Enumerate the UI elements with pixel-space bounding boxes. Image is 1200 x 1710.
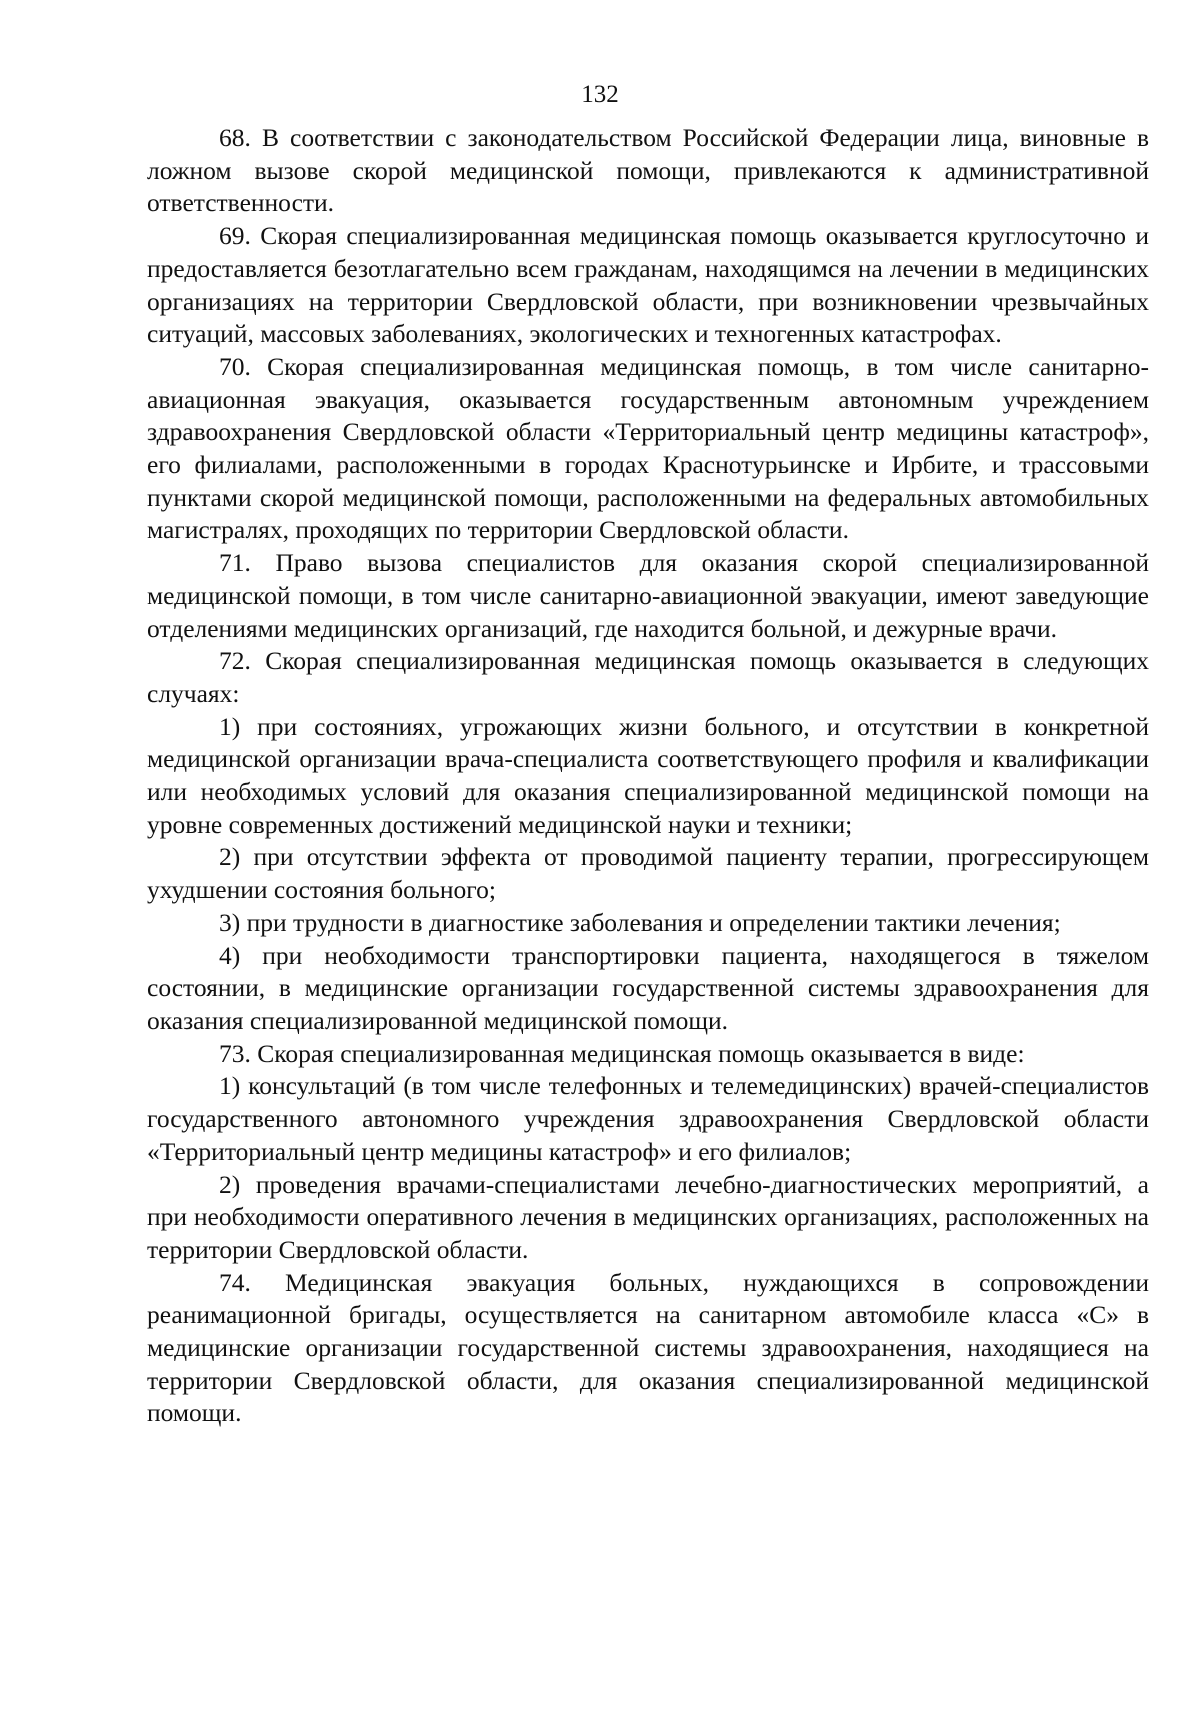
paragraph-73: 73. Скорая специализированная медицинская помощь оказывается в виде: (219, 1038, 1025, 1068)
paragraph-73-item-2: 2) проведения врачами-специалистами лечебно-диагностических мероприятий, а при необходимости оперативного лечения в медицинских организациях, расположенных на территории Свердловской области. (147, 1169, 1149, 1264)
page-number: 132 (581, 81, 619, 108)
paragraph-72: 72. Скорая специализированная медицинская помощь оказывается в следующих случаях: (147, 646, 1149, 708)
paragraph-69: 69. Скорая специализированная медицинская помощь оказывается круглосуточно и предоставляется безотлагательно всем гражданам, находящимся на лечении в медицинских организациях на территории Свердловской области, при возникновении чрезвычайных ситуаций, массовых заболеваниях, экологических и техногенных катастрофах. (147, 221, 1149, 349)
paragraph-72-item-4: 4) при необходимости транспортировки пациента, находящегося в тяжелом состоянии, в медицинские организации государственной системы здравоохранения для оказания специализированной медицинской помощи. (147, 940, 1149, 1035)
paragraph-72-item-2: 2) при отсутствии эффекта от проводимой пациенту терапии, прогрессирующем ухудшении состояния больного; (147, 842, 1149, 905)
document-body (147, 122, 1149, 1430)
paragraph-72-item-3: 3) при трудности в диагностике заболевания и определении тактики лечения; (219, 907, 1061, 937)
paragraph-72-item-1: 1) при состояниях, угрожающих жизни больного, и отсутствии в конкретной медицинской организации врача-специалиста соответствующего профиля и квалификации или необходимых условий для оказания специализированной медицинской помощи на уровне современных достижений медицинской науки и техники; (147, 711, 1149, 839)
paragraph-71: 71. Право вызова специалистов для оказания скорой специализированной медицинской помощи, в том числе санитарно-авиационной эвакуации, имеют заведующие отделениями медицинских организаций, где находится больной, и дежурные врачи. (147, 548, 1149, 643)
paragraph-68: 68. В соответствии с законодательством Российской Федерации лица, виновные в ложном вызове скорой медицинской помощи, привлекаются к административной ответственности. (147, 123, 1149, 218)
paragraph-73-item-1: 1) консультаций (в том числе телефонных и телемедицинских) врачей-специалистов государственного автономного учреждения здравоохранения Свердловской области «Территориальный центр медицины катастроф» и его филиалов; (147, 1071, 1149, 1166)
paragraph-70: 70. Скорая специализированная медицинская помощь, в том числе санитарно-авиационная эвакуация, оказывается государственным автономным учреждением здравоохранения Свердловской области «Территориальный центр медицины катастроф», его филиалами, расположенными в городах Краснотурьинске и Ирбите, и трассовыми пунктами скорой медицинской помощи, расположенными на федеральных автомобильных магистралях, проходящих по территории Свердловской области. (147, 351, 1149, 545)
paragraph-74: 74. Медицинская эвакуация больных, нуждающихся в сопровождении реанимационной бригады, осуществляется на санитарном автомобиле класса «С» в медицинские организации государственной системы здравоохранения, находящиеся на территории Свердловской области, для оказания специализированной медицинской помощи. (147, 1267, 1149, 1428)
